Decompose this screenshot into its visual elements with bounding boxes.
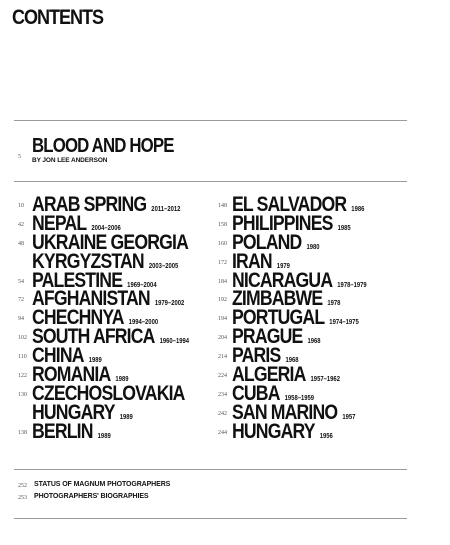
entry-place: PALESTINE: [32, 268, 123, 292]
entry-years: 1956: [319, 432, 333, 440]
entry-place: PHILIPPINES: [232, 211, 333, 235]
entry-years: 1957: [342, 413, 356, 421]
entry-years: 1986: [351, 206, 365, 213]
entry-page-number: 138: [18, 429, 27, 436]
entry-place: BERLIN: [32, 419, 93, 443]
entry-place: ROMANIA: [32, 363, 111, 387]
entry-page-number: 244: [218, 429, 227, 436]
feature-divider: [14, 181, 407, 182]
entry-years: 1989: [97, 432, 111, 440]
entry-page-number: 224: [218, 373, 227, 380]
entry-page-number: 204: [218, 335, 227, 342]
entry-years: 1979–2002: [154, 300, 185, 308]
entry-page-number: 72: [18, 297, 24, 304]
entry-place: NEPAL: [32, 211, 87, 235]
entry-page-number: 110: [18, 354, 27, 361]
entry-page-number: 94: [18, 316, 24, 323]
entry-years: 2011–2012: [151, 206, 181, 213]
top-divider: [14, 120, 407, 121]
entry-place: PRAGUE: [232, 325, 303, 349]
entry-years: 1978: [327, 300, 341, 308]
entry-years: 1968: [307, 338, 321, 346]
entry-page-number: 102: [18, 335, 27, 342]
entry-years: 1958–1959: [284, 394, 315, 402]
appendix-divider: [14, 469, 407, 470]
entry-years: 1980: [306, 243, 320, 251]
entry-place: IRAN: [232, 249, 272, 273]
entry-place: AFGHANISTAN: [32, 287, 150, 311]
entry-place: ALGERIA: [232, 363, 306, 387]
entry-page-number: 130: [18, 391, 27, 398]
entry-page-number: 192: [218, 297, 227, 304]
entry-place: CHINA: [32, 344, 84, 368]
entry-place: UKRAINE GEORGIA: [32, 230, 188, 254]
entry-place: KYRGYZSTAN: [32, 249, 144, 273]
entry-page-number: 160: [218, 240, 227, 247]
entry-years: 1978–1979: [337, 281, 367, 289]
appendix-label: PHOTOGRAPHERS' BIOGRAPHIES: [34, 493, 149, 500]
entry-years: 1969–2004: [127, 281, 157, 289]
entry-page-number: 242: [218, 410, 227, 417]
entry-years: 1985: [337, 224, 351, 232]
entry-place: CHECHNYA: [32, 306, 124, 330]
feature-page-number: 5: [18, 154, 21, 160]
entry-years: 1974–1975: [329, 319, 359, 327]
entry-place: CUBA: [232, 381, 280, 405]
entry-years: 1968: [285, 357, 299, 365]
entry-place: ARAB SPRING: [32, 193, 147, 216]
entry-page-number: 148: [218, 203, 227, 209]
entry-place: HUNGARY: [32, 400, 115, 424]
entry-place: HUNGARY: [232, 419, 315, 443]
entry-years: 2004–2006: [91, 224, 121, 232]
feature-title: BLOOD AND HOPE: [32, 135, 174, 157]
page-title: CONTENTS: [12, 6, 104, 29]
entry-years: 1994–2000: [128, 319, 159, 327]
entry-place: ZIMBABWE: [232, 287, 323, 311]
entry-place: SOUTH AFRICA: [32, 325, 155, 349]
appendix-page-number: 252: [18, 483, 27, 489]
entry-place: SAN MARINO: [232, 400, 338, 424]
appendix-label: STATUS OF MAGNUM PHOTOGRAPHERS: [34, 481, 171, 488]
entry-place: PARIS: [232, 344, 281, 368]
entry-place: PORTUGAL: [232, 306, 325, 330]
entry-page-number: 194: [218, 316, 227, 323]
entry-place: POLAND: [232, 230, 302, 254]
feature-byline: BY JON LEE ANDERSON: [32, 157, 108, 164]
entry-years: 1989: [119, 413, 133, 421]
entry-page-number: 234: [218, 391, 227, 398]
entry-years: 1989: [88, 357, 102, 365]
bottom-divider: [14, 518, 407, 519]
entry-page-number: 122: [18, 373, 27, 380]
entry-years: 1989: [115, 376, 129, 384]
entry-page-number: 158: [218, 221, 227, 228]
appendix-page-number: 253: [18, 495, 27, 501]
entry-page-number: 172: [218, 259, 227, 266]
entry-page-number: 184: [218, 278, 227, 285]
entry-page-number: 42: [18, 221, 24, 228]
entry-years: 2003–2005: [148, 262, 179, 270]
entry-page-number: 54: [18, 278, 24, 285]
entry-years: 1979: [276, 262, 290, 270]
entry-page-number: 48: [18, 240, 24, 247]
entry-line: [232, 419, 333, 447]
entry-place: NICARAGUA: [232, 268, 333, 292]
entry-years: 1960–1994: [159, 338, 190, 346]
entry-place: CZECHOSLOVAKIA: [32, 381, 185, 405]
entry-years: 1957–1962: [310, 376, 340, 384]
entry-page-number: 10: [18, 203, 24, 209]
entry-page-number: 214: [218, 354, 227, 361]
entry-place: EL SALVADOR: [232, 193, 347, 216]
entry-line: [32, 419, 111, 447]
